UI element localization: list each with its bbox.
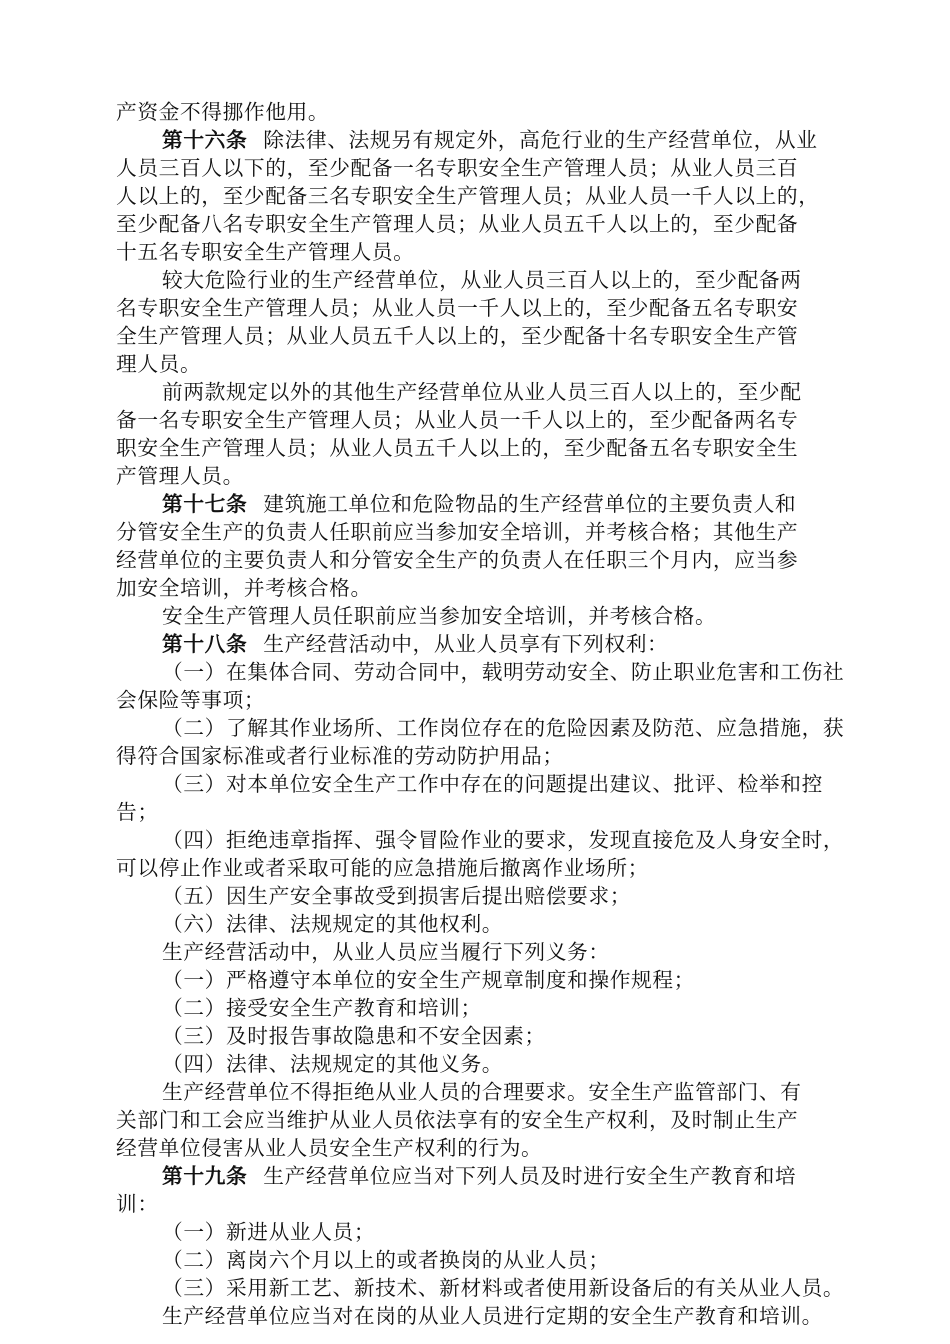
text-line bbox=[116, 546, 798, 574]
list-item bbox=[162, 1022, 546, 1050]
line-text: 可以停止作业或者采取可能的应急措施后撤离作业场所； bbox=[116, 856, 649, 880]
text-line bbox=[116, 1190, 159, 1218]
line-text: 得符合国家标准或者行业标准的劳动防护用品； bbox=[116, 744, 564, 768]
line-text: （一）严格遵守本单位的安全生产规章制度和操作规程； bbox=[162, 968, 695, 992]
line-text: 职安全生产管理人员；从业人员五千人以上的，至少配备五名专职安全生 bbox=[116, 436, 799, 460]
line-text: 理人员。 bbox=[116, 352, 202, 376]
line-text: （二）离岗六个月以上的或者换岗的从业人员； bbox=[162, 1248, 610, 1272]
line-text: 加安全培训，并考核合格。 bbox=[116, 576, 372, 600]
list-item-overflow bbox=[162, 1274, 844, 1302]
line-text: 安全生产管理人员任职前应当参加安全培训，并考核合格。 bbox=[162, 604, 717, 628]
line-text: 关部门和工会应当维护从业人员依法享有的安全生产权利，及时制止生产 bbox=[116, 1108, 799, 1132]
article-heading: 第十九条 bbox=[162, 1164, 248, 1188]
list-item bbox=[162, 714, 844, 742]
text-line bbox=[116, 434, 798, 462]
article-heading: 第十六条 bbox=[162, 128, 248, 152]
line-text: 生产经营单位不得拒绝从业人员的合理要求。安全生产监管部门、有 bbox=[162, 1080, 802, 1104]
line-text: 前两款规定以外的其他生产经营单位从业人员三百人以上的，至少配 bbox=[162, 380, 802, 404]
article-18-heading-line bbox=[162, 630, 668, 658]
text-line bbox=[116, 238, 414, 266]
line-text: （二）了解其作业场所、工作岗位存在的危险因素及防范、应急措施，获 bbox=[162, 716, 845, 740]
line-text: 十五名专职安全生产管理人员。 bbox=[116, 240, 415, 264]
line-text: 分管安全生产的负责人任职前应当参加安全培训，并考核合格；其他生产 bbox=[116, 520, 799, 544]
line-text: （一）新进从业人员； bbox=[162, 1220, 376, 1244]
text-line bbox=[162, 1078, 802, 1106]
list-item bbox=[162, 910, 503, 938]
line-text: （三）对本单位安全生产工作中存在的问题提出建议、批评、检举和控 bbox=[162, 772, 823, 796]
line-text: 训： bbox=[116, 1192, 159, 1216]
line-text: 生产经营活动中，从业人员应当履行下列义务： bbox=[162, 940, 610, 964]
text-line bbox=[162, 266, 802, 294]
text-line bbox=[116, 322, 798, 350]
line-text: 会保险等事项； bbox=[116, 688, 266, 712]
article-heading: 第十八条 bbox=[162, 632, 248, 656]
text-line bbox=[116, 574, 372, 602]
line-text: （一）在集体合同、劳动合同中，载明劳动安全、防止职业危害和工伤社 bbox=[162, 660, 845, 684]
text-line bbox=[116, 98, 329, 126]
line-text: 生产经营单位应当对在岗的从业人员进行定期的安全生产教育和培训。 bbox=[162, 1304, 823, 1328]
article-19-heading-line bbox=[162, 1162, 796, 1190]
line-text: 告； bbox=[116, 800, 159, 824]
line-text: 生产经营活动中，从业人员享有下列权利： bbox=[263, 632, 669, 656]
line-text: 全生产管理人员；从业人员五千人以上的，至少配备十名专职安全生产管 bbox=[116, 324, 799, 348]
text-line bbox=[162, 938, 610, 966]
article-heading: 第十七条 bbox=[162, 492, 248, 516]
list-item bbox=[162, 882, 631, 910]
list-item bbox=[162, 966, 695, 994]
line-text: 经营单位侵害从业人员安全生产权利的行为。 bbox=[116, 1136, 543, 1160]
text-line bbox=[116, 154, 798, 182]
text-line bbox=[116, 462, 244, 490]
list-item bbox=[162, 994, 482, 1022]
line-text: 产资金不得挪作他用。 bbox=[116, 100, 330, 124]
line-text: （二）接受安全生产教育和培训； bbox=[162, 996, 482, 1020]
line-text: 生产经营单位应当对下列人员及时进行安全生产教育和培 bbox=[263, 1164, 797, 1188]
text-line bbox=[162, 378, 802, 406]
line-text: （四）法律、法规规定的其他义务。 bbox=[162, 1052, 504, 1076]
line-text: （五）因生产安全事故受到损害后提出赔偿要求； bbox=[162, 884, 632, 908]
text-line bbox=[116, 350, 201, 378]
article-17-heading-line bbox=[162, 490, 796, 518]
line-text: （四）拒绝违章指挥、强令冒险作业的要求，发现直接危及人身安全时， bbox=[162, 828, 845, 852]
text-line bbox=[116, 406, 798, 434]
list-item bbox=[162, 1246, 610, 1274]
line-text: （六）法律、法规规定的其他权利。 bbox=[162, 912, 504, 936]
line-text: （三）采用新工艺、新技术、新材料或者使用新设备后的有关从业人员。 bbox=[162, 1276, 845, 1300]
line-text: 至少配备八名专职安全生产管理人员；从业人员五千人以上的，至少配备 bbox=[116, 212, 799, 236]
text-line bbox=[116, 210, 798, 238]
text-line-overflow bbox=[162, 1302, 823, 1330]
list-item bbox=[162, 770, 823, 798]
list-item bbox=[162, 1218, 375, 1246]
line-text: 除法律、法规另有规定外，高危行业的生产经营单位，从业 bbox=[263, 128, 818, 152]
list-item bbox=[162, 1050, 503, 1078]
line-text: 经营单位的主要负责人和分管安全生产的负责人在任职三个月内，应当参 bbox=[116, 548, 799, 572]
line-text: 备一名专职安全生产管理人员；从业人员一千人以上的，至少配备两名专 bbox=[116, 408, 799, 432]
line-text: 名专职安全生产管理人员；从业人员一千人以上的，至少配备五名专职安 bbox=[116, 296, 799, 320]
text-line bbox=[116, 1134, 542, 1162]
line-text: 人以上的，至少配备三名专职安全生产管理人员；从业人员一千人以上的， bbox=[116, 184, 820, 208]
text-line bbox=[116, 686, 265, 714]
text-line bbox=[116, 518, 798, 546]
line-text: 产管理人员。 bbox=[116, 464, 244, 488]
line-text: 人员三百人以下的，至少配备一名专职安全生产管理人员；从业人员三百 bbox=[116, 156, 799, 180]
line-text: 建筑施工单位和危险物品的生产经营单位的主要负责人和 bbox=[263, 492, 797, 516]
line-text: 较大危险行业的生产经营单位，从业人员三百人以上的，至少配备两 bbox=[162, 268, 802, 292]
text-line bbox=[116, 854, 649, 882]
line-text: （三）及时报告事故隐患和不安全因素； bbox=[162, 1024, 546, 1048]
text-line bbox=[116, 742, 564, 770]
list-item bbox=[162, 658, 844, 686]
text-line bbox=[116, 294, 798, 322]
text-line bbox=[116, 798, 159, 826]
text-line bbox=[116, 182, 820, 210]
text-line bbox=[116, 1106, 798, 1134]
list-item bbox=[162, 826, 844, 854]
text-line bbox=[162, 602, 716, 630]
article-16-heading-line bbox=[162, 126, 818, 154]
